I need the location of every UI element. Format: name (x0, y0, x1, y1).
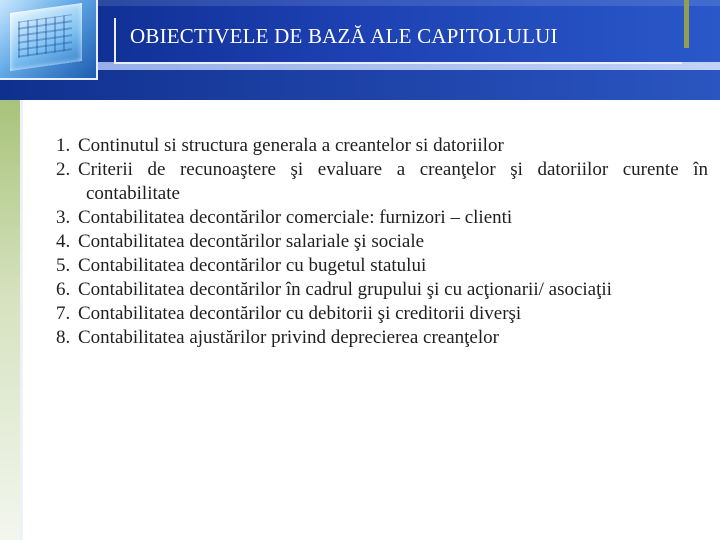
list-item (56, 278, 708, 302)
list-item (56, 230, 708, 254)
header-bottom-band (0, 70, 720, 100)
side-divider (20, 100, 23, 540)
objectives-list (56, 134, 708, 350)
item-number: 5. (56, 255, 71, 276)
item-number: 6. (56, 279, 71, 300)
item-text: Contabilitatea decontărilor în cadrul grupului şi cu acţionarii/ asociaţii (78, 279, 612, 300)
monitor-chart-icon (0, 0, 98, 80)
list-item (56, 206, 708, 230)
item-text: Contabilitatea decontărilor comerciale: furnizori – clienti (78, 207, 513, 228)
list-item (56, 302, 708, 326)
item-text: Contabilitatea decontărilor salariale şi sociale (78, 231, 425, 252)
monitor-grid (18, 14, 72, 58)
item-text: Contabilitatea decontărilor cu debitorii şi creditorii diverşi (78, 303, 522, 324)
list-item (56, 158, 708, 206)
side-green-bar (0, 100, 20, 540)
item-text: Criterii de recunoaştere şi evaluare a creanţelor şi datoriilor curente în contabilitate (78, 159, 708, 204)
item-number: 8. (56, 327, 71, 348)
list-item (56, 254, 708, 278)
item-number: 7. (56, 303, 71, 324)
accent-bar (684, 0, 689, 48)
item-number: 4. (56, 231, 71, 252)
item-text: Continutul si structura generala a creantelor si datoriilor (78, 135, 504, 156)
slide-title: OBIECTIVELE DE BAZĂ ALE CAPITOLULUI (130, 24, 558, 48)
item-number: 3. (56, 207, 71, 228)
item-number: 1. (56, 135, 71, 156)
item-text: Contabilitatea ajustărilor privind deprecierea creanţelor (78, 327, 499, 348)
item-number: 2. (56, 159, 71, 180)
item-text: Contabilitatea decontărilor cu bugetul statului (78, 255, 427, 276)
list-item (56, 134, 708, 158)
list-item (56, 326, 708, 350)
